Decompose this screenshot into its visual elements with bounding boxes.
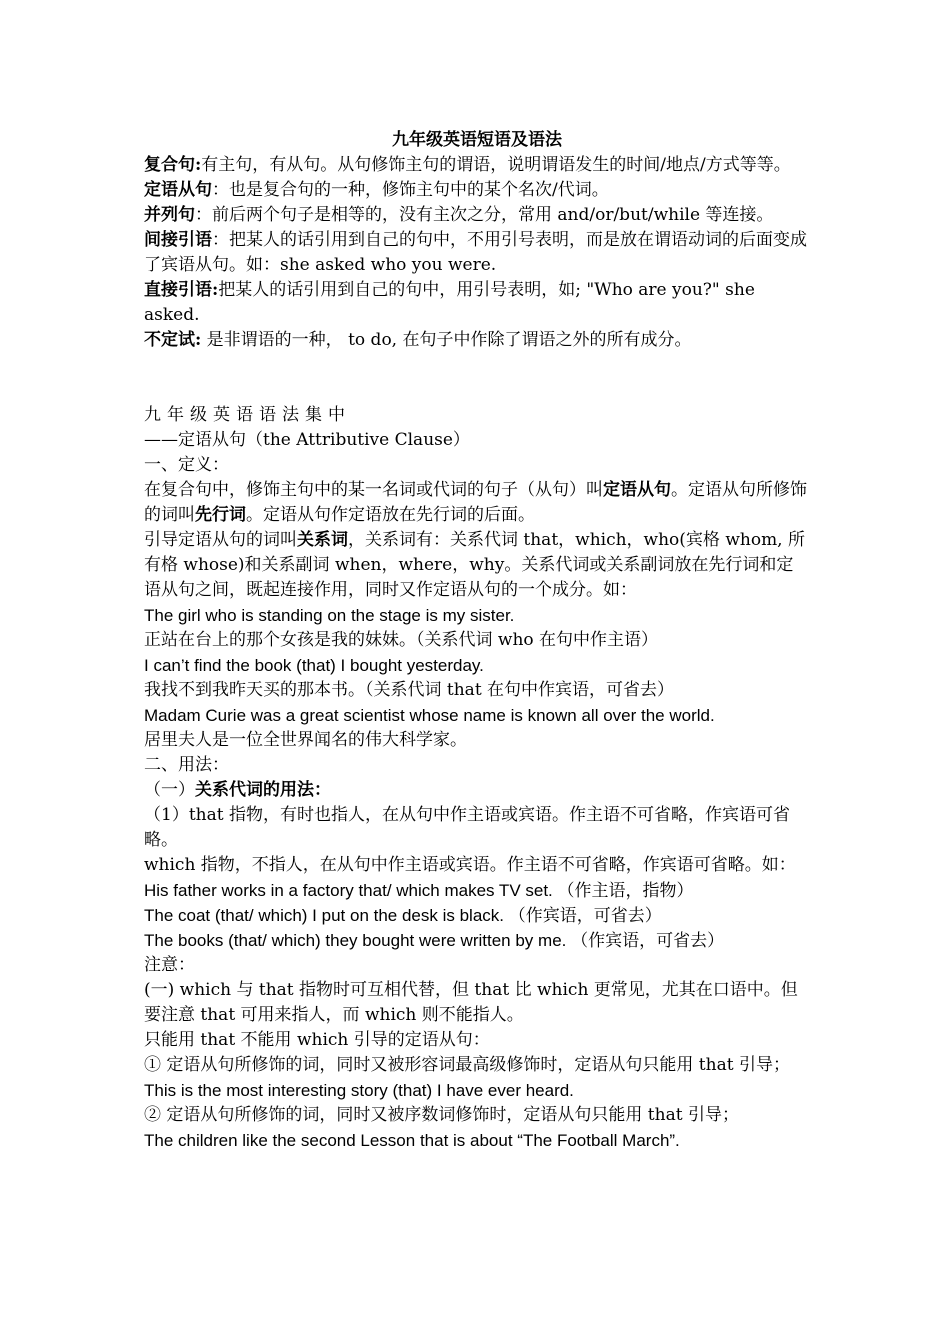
def-term: 并列句 — [144, 205, 195, 225]
definition-paragraph — [144, 478, 810, 528]
example-cn: 居里夫人是一位全世界闻名的伟大科学家。 — [144, 730, 467, 750]
part-heading: 二、用法： — [144, 755, 229, 775]
def-text: 是非谓语的一种， to do, 在句子中作除了谓语之外的所有成分。 — [201, 330, 692, 350]
def-text: 把某人的话引用到自己的句中，用引号表明，如; "Who are you?" she asked. — [144, 280, 755, 325]
def-indirect-speech — [144, 228, 810, 278]
def-attributive — [144, 178, 810, 203]
keyword: 关系代词的用法： — [195, 780, 331, 800]
example-cn: 正站在台上的那个女孩是我的妹妹。（关系代词 who 在句中作主语） — [144, 630, 659, 650]
text: 。定语从句作定语放在先行词的后面。 — [246, 505, 535, 525]
document-page — [144, 128, 810, 1153]
rule-which: which 指物，不指人，在从句中作主语或宾语。作主语不可省略，作宾语可省略。如： — [144, 855, 796, 875]
keyword: 先行词 — [195, 505, 246, 525]
example-line: The books (that/ which) they bought were written by me. （作宾语，可省去） — [144, 931, 725, 950]
def-text: 有主句，有从句。从句修饰主句的谓语，说明谓语发生的时间/地点/方式等等。 — [201, 155, 791, 175]
rule-that: （1）that 指物，有时也指人，在从句中作主语或宾语。作主语不可省略，作宾语可省略。 — [144, 805, 790, 850]
example-line: The children like the second Lesson that is about “The Football March”. — [144, 1131, 680, 1150]
text: ，关系词有：关系代词 that，which，who(宾格 whom, 所有格 whose)和关系副词 when，where，why。关系代词或关系副词放在先行词和定语从句之间，既起连接作用，同时又作定语从句的一个成分。如： — [144, 530, 805, 600]
example-line: The coat (that/ which) I put on the desk is black. （作宾语，可省去） — [144, 906, 662, 925]
example-line: His father works in a factory that/ which makes TV set. （作主语，指物） — [144, 881, 694, 900]
rule-item: ① 定语从句所修饰的词，同时又被形容词最高级修饰时，定语从句只能用 that 引导； — [144, 1055, 790, 1075]
keyword: 关系词 — [297, 530, 348, 550]
text: 。定语从句所修饰的词叫 — [144, 480, 807, 525]
section-subheading: ——定语从句（the Attributive Clause） — [144, 430, 470, 450]
text: （一） — [144, 780, 195, 800]
page-title: 九年级英语短语及语法 — [392, 130, 562, 150]
def-term: 不定试: — [144, 330, 202, 350]
note-heading: 注意： — [144, 955, 195, 975]
example-cn: 我找不到我昨天买的那本书。（关系代词 that 在句中作宾语，可省去） — [144, 680, 675, 700]
def-text: ：也是复合句的一种，修饰主句中的某个名次/代词。 — [212, 180, 609, 200]
example-line: This is the most interesting story (that) I have ever heard. — [144, 1081, 574, 1100]
def-coordinate — [144, 203, 810, 228]
example-en: Madam Curie was a great scientist whose name is known all over the world. — [144, 706, 715, 725]
def-term: 定语从句 — [144, 180, 212, 200]
relative-words-paragraph — [144, 528, 810, 603]
text: 引导定语从句的词叫 — [144, 530, 297, 550]
example-en: The girl who is standing on the stage is my sister. — [144, 606, 515, 625]
def-infinitive — [144, 328, 810, 353]
def-compound — [144, 153, 810, 178]
def-text: ：把某人的话引用到自己的句中，不用引号表明，而是放在谓语动词的后面变成了宾语从句。如：she asked who you were. — [144, 230, 807, 275]
note-text: (一) which 与 that 指物时可互相代替，但 that 比 which 更常见，尤其在口语中。但要注意 that 可用来指人，而 which 则不能指人。 — [144, 980, 798, 1025]
def-term: 复合句: — [144, 155, 202, 175]
example-en: I can’t find the book (that) I bought yesterday. — [144, 656, 484, 675]
def-term: 直接引语: — [144, 280, 219, 300]
keyword: 定语从句 — [603, 480, 671, 500]
rule-item: ② 定语从句所修饰的词，同时又被序数词修饰时，定语从句只能用 that 引导； — [144, 1105, 739, 1125]
spacer — [144, 353, 810, 403]
part-heading: 一、定义： — [144, 455, 229, 475]
def-text: ：前后两个句子是相等的，没有主次之分，常用 and/or/but/while 等连接。 — [195, 205, 774, 225]
section-heading: 九年级英语语法集中 — [144, 405, 351, 425]
def-direct-speech — [144, 278, 810, 328]
text: 在复合句中，修饰主句中的某一名词或代词的句子（从句）叫 — [144, 480, 603, 500]
only-that-heading: 只能用 that 不能用 which 引导的定语从句： — [144, 1030, 490, 1050]
subsection-heading — [144, 778, 810, 803]
def-term: 间接引语 — [144, 230, 212, 250]
